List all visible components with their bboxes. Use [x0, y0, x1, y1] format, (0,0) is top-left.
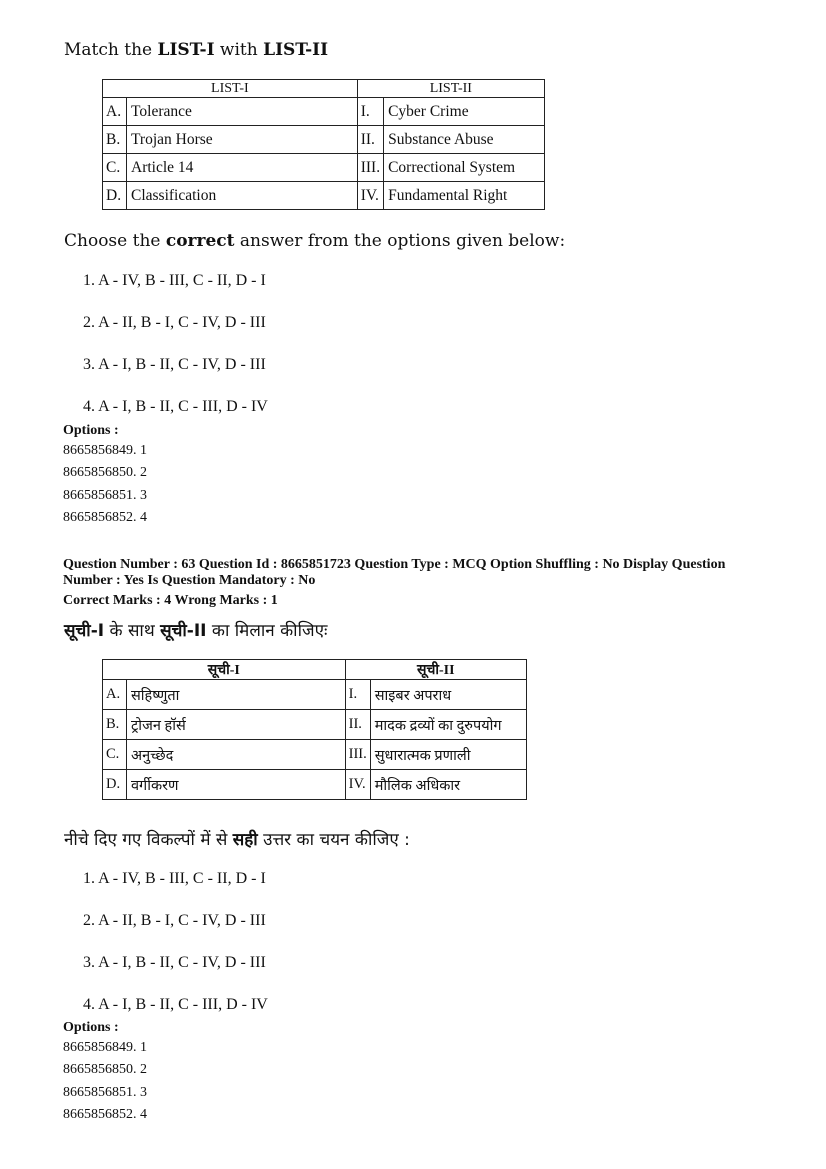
row-key: A.	[103, 680, 127, 710]
table-header-suchi2: सूची-II	[345, 660, 526, 680]
options-label-2: Options :	[63, 1020, 119, 1035]
table-row	[103, 740, 527, 770]
choose-text: Choose the	[64, 231, 166, 251]
option-id-3: 8665856851. 3	[63, 1085, 147, 1100]
heading-text: Match the	[64, 40, 158, 60]
row-value: अनुच्छेद	[127, 740, 346, 770]
choose-hindi-suffix: उत्तर का चयन कीजिए :	[257, 830, 410, 850]
table-row	[103, 182, 545, 210]
row-key: II.	[345, 710, 370, 740]
heading-hindi-with: के साथ	[104, 621, 161, 641]
row-value: Correctional System	[384, 154, 545, 182]
row-value: मौलिक अधिकार	[370, 770, 526, 800]
row-value: Trojan Horse	[127, 126, 358, 154]
row-key: IV.	[357, 182, 383, 210]
row-value: मादक द्रव्यों का दुरुपयोग	[370, 710, 526, 740]
row-key: IV.	[345, 770, 370, 800]
answer-option-1: 1. A - IV, B - III, C - II, D - I	[83, 272, 266, 289]
option-id-2: 8665856850. 2	[63, 1062, 147, 1077]
table-header-suchi1: सूची-I	[103, 660, 346, 680]
row-key: II.	[357, 126, 383, 154]
row-key: III.	[345, 740, 370, 770]
option-id-1: 8665856849. 1	[63, 443, 147, 458]
match-table-hindi	[102, 659, 527, 800]
options-label: Options :	[63, 423, 119, 438]
heading-with: with	[214, 40, 264, 60]
meta-line-3: Correct Marks : 4 Wrong Marks : 1	[63, 593, 278, 608]
heading-hindi-list2: सूची-II	[160, 621, 207, 641]
answer-option-4: 4. A - I, B - II, C - III, D - IV	[83, 398, 268, 415]
answer-option-3: 3. A - I, B - II, C - IV, D - III	[83, 356, 266, 373]
row-key: C.	[103, 154, 127, 182]
row-value: Classification	[127, 182, 358, 210]
answer-option-hindi-2: 2. A - II, B - I, C - IV, D - III	[83, 912, 266, 929]
row-value: वर्गीकरण	[127, 770, 346, 800]
row-key: I.	[345, 680, 370, 710]
meta-line-1: Question Number : 63 Question Id : 8665851723 Question Type : MCQ Option Shuffling : No Display Question	[63, 557, 726, 572]
table-row	[103, 680, 527, 710]
table-row	[103, 710, 527, 740]
row-value: Tolerance	[127, 98, 358, 126]
row-value: साइबर अपराध	[370, 680, 526, 710]
row-key: B.	[103, 126, 127, 154]
row-value: Article 14	[127, 154, 358, 182]
option-id-4: 8665856852. 4	[63, 1107, 147, 1122]
row-key: C.	[103, 740, 127, 770]
option-id-1: 8665856849. 1	[63, 1040, 147, 1055]
option-id-3: 8665856851. 3	[63, 488, 147, 503]
choose-hindi-bold: सही	[232, 830, 258, 850]
option-id-2: 8665856850. 2	[63, 465, 147, 480]
row-key: III.	[357, 154, 383, 182]
row-value: सुधारात्मक प्रणाली	[370, 740, 526, 770]
option-id-4: 8665856852. 4	[63, 510, 147, 525]
answer-option-2: 2. A - II, B - I, C - IV, D - III	[83, 314, 266, 331]
row-value: Cyber Crime	[384, 98, 545, 126]
table-header-list2: LIST-II	[357, 80, 544, 98]
heading-hindi-suffix: का मिलान कीजिएः	[206, 621, 328, 641]
options-block-1	[63, 423, 119, 439]
choose-suffix: answer from the options given below:	[234, 231, 566, 251]
row-key: D.	[103, 770, 127, 800]
question-heading-hindi	[64, 618, 327, 641]
heading-list1: LIST-I	[157, 40, 215, 60]
match-table-english	[102, 79, 545, 210]
table-row	[103, 154, 545, 182]
answer-option-hindi-4: 4. A - I, B - II, C - III, D - IV	[83, 996, 268, 1013]
row-key: A.	[103, 98, 127, 126]
heading-hindi-list1: सूची-I	[64, 621, 105, 641]
table-row	[103, 770, 527, 800]
choose-hindi-text: नीचे दिए गए विकल्पों में से	[64, 830, 233, 850]
question-heading-english	[64, 40, 328, 60]
meta-line-2: Number : Yes Is Question Mandatory : No	[63, 573, 316, 588]
row-value: Substance Abuse	[384, 126, 545, 154]
table-row	[103, 98, 545, 126]
row-value: Fundamental Right	[384, 182, 545, 210]
row-key: I.	[357, 98, 383, 126]
choose-instruction-english	[64, 231, 565, 251]
row-value: ट्रोजन हॉर्स	[127, 710, 346, 740]
table-row	[103, 126, 545, 154]
heading-list2: LIST-II	[263, 40, 329, 60]
answer-option-hindi-1: 1. A - IV, B - III, C - II, D - I	[83, 870, 266, 887]
choose-instruction-hindi	[64, 827, 410, 850]
table-header-list1: LIST-I	[103, 80, 358, 98]
row-key: D.	[103, 182, 127, 210]
question-meta	[63, 557, 783, 609]
choose-bold: correct	[165, 231, 235, 251]
row-value: सहिष्णुता	[127, 680, 346, 710]
row-key: B.	[103, 710, 127, 740]
answer-option-hindi-3: 3. A - I, B - II, C - IV, D - III	[83, 954, 266, 971]
